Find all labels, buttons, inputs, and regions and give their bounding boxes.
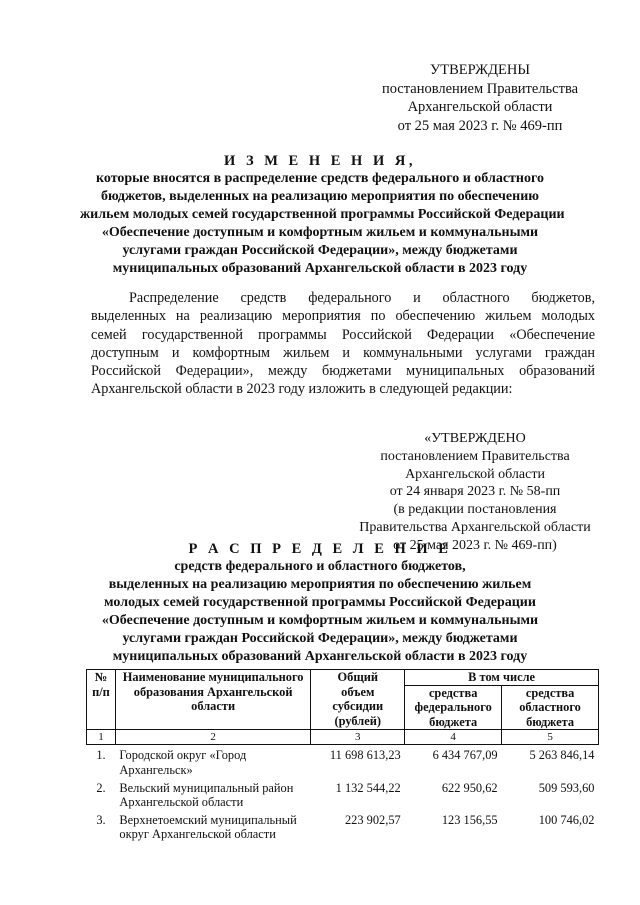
heading-line: средств федерального и областного бюджетов, — [174, 559, 466, 574]
row-federal: 622 950,62 — [441, 780, 498, 795]
heading-line: муниципальных образований Архангельской области в 2023 году — [112, 649, 528, 664]
header-group: В том числе — [405, 670, 599, 686]
paragraph-line: Распределение средств федерального и областного бюджетов, — [129, 290, 595, 306]
distribution-heading — [80, 540, 560, 666]
heading-line: услугами граждан Российской Федерации», между бюджетами — [122, 631, 518, 646]
approval-stamp — [360, 61, 600, 135]
header-regional: средства областного бюджета — [502, 685, 599, 730]
row-name: Вельский муниципальный район Архангельской области — [119, 780, 294, 810]
body-paragraph — [91, 289, 595, 399]
row-federal: 123 156,55 — [441, 812, 498, 827]
row-name: Городской округ «Город Архангельск» — [119, 748, 247, 777]
changes-title: И З М Е Н Е Н И Я, — [224, 153, 416, 169]
table-row — [87, 778, 599, 810]
approval-line: постановлением Правительства — [380, 448, 570, 464]
approval-line: от 25 мая 2023 г. № 469-пп) — [393, 537, 557, 553]
distribution-title: Р А С П Р Е Д Е Л Е Н И Е — [188, 541, 452, 557]
table-row — [87, 810, 599, 842]
approval-line: «УТВЕРЖДЕНО — [424, 431, 526, 446]
paragraph-line: Российской Федерации», между бюджетами муниципальных образований — [91, 363, 595, 380]
heading-line: жильем молодых семей государственной программы Российской Федерации — [80, 207, 565, 222]
paragraph-line: доступным и комфортным жильем и коммунальными услугами граждан — [91, 344, 595, 361]
paragraph-line: семей государственной программы Российской Федерации «Обеспечение — [91, 326, 595, 343]
row-total: 223 902,57 — [344, 812, 401, 827]
row-regional: 509 593,60 — [538, 780, 595, 795]
heading-line: «Обеспечение доступным и комфортным жильем и коммунальными — [101, 225, 539, 240]
approval-line: Архангельской области — [407, 99, 553, 115]
approval-line: от 25 мая 2023 г. № 469-пп — [397, 117, 563, 134]
approval-line: постановлением Правительства — [381, 80, 579, 97]
row-federal: 6 434 767,09 — [432, 748, 498, 763]
heading-line: выделенных на реализацию мероприятия по обеспечению жильем — [108, 577, 532, 592]
heading-line: которые вносятся в распределение средств федерального и областного — [96, 171, 544, 186]
paragraph-line: выделенных на реализацию мероприятия по обеспечению жильем молодых — [91, 308, 595, 325]
column-number: 2 — [115, 730, 310, 745]
header-federal: средства федерального бюджета — [405, 685, 502, 730]
row-number: 1. — [96, 748, 106, 763]
paragraph-line: Архангельской области в 2023 году изложить в следующей редакции: — [91, 381, 513, 398]
heading-line: молодых семей государственной программы Российской Федерации — [104, 595, 536, 610]
changes-heading — [80, 152, 565, 278]
column-number: 3 — [311, 730, 405, 745]
heading-line: муниципальных образований Архангельской области в 2023 году — [112, 261, 528, 276]
approval-line: (в редакции постановления — [393, 502, 557, 518]
row-regional: 100 746,02 — [538, 812, 595, 827]
column-number: 4 — [405, 730, 502, 745]
column-number-row — [87, 730, 599, 745]
heading-line: услугами граждан Российской Федерации», между бюджетами — [122, 243, 518, 258]
header-name: Наименование муниципального образования Архангельской области — [115, 670, 310, 730]
row-total: 1 132 544,22 — [335, 780, 401, 795]
column-number: 1 — [87, 730, 116, 745]
column-number: 5 — [502, 730, 599, 745]
row-name: Верхнетоемский муниципальный округ Архангельской области — [119, 812, 297, 842]
heading-line: «Обеспечение доступным и комфортным жильем и коммунальными — [101, 613, 539, 628]
table-row — [87, 745, 599, 778]
approval-line: УТВЕРЖДЕНЫ — [429, 62, 531, 78]
approval-stamp-quoted — [330, 430, 620, 555]
header-num: № п/п — [87, 670, 116, 730]
row-number: 2. — [96, 780, 106, 795]
row-regional: 5 263 846,14 — [529, 748, 595, 763]
header-total: Общий объем субсидии (рублей) — [311, 670, 405, 730]
approval-line: Архангельской области — [405, 466, 545, 482]
approval-line: Правительства Архангельской области — [359, 519, 591, 535]
row-number: 3. — [96, 812, 106, 827]
distribution-table — [86, 669, 599, 842]
approval-line: от 24 января 2023 г. № 58-пп — [389, 484, 561, 500]
heading-line: бюджетов, выделенных на реализацию мероприятия по обеспечению — [101, 189, 539, 204]
row-total: 11 698 613,23 — [329, 748, 401, 763]
